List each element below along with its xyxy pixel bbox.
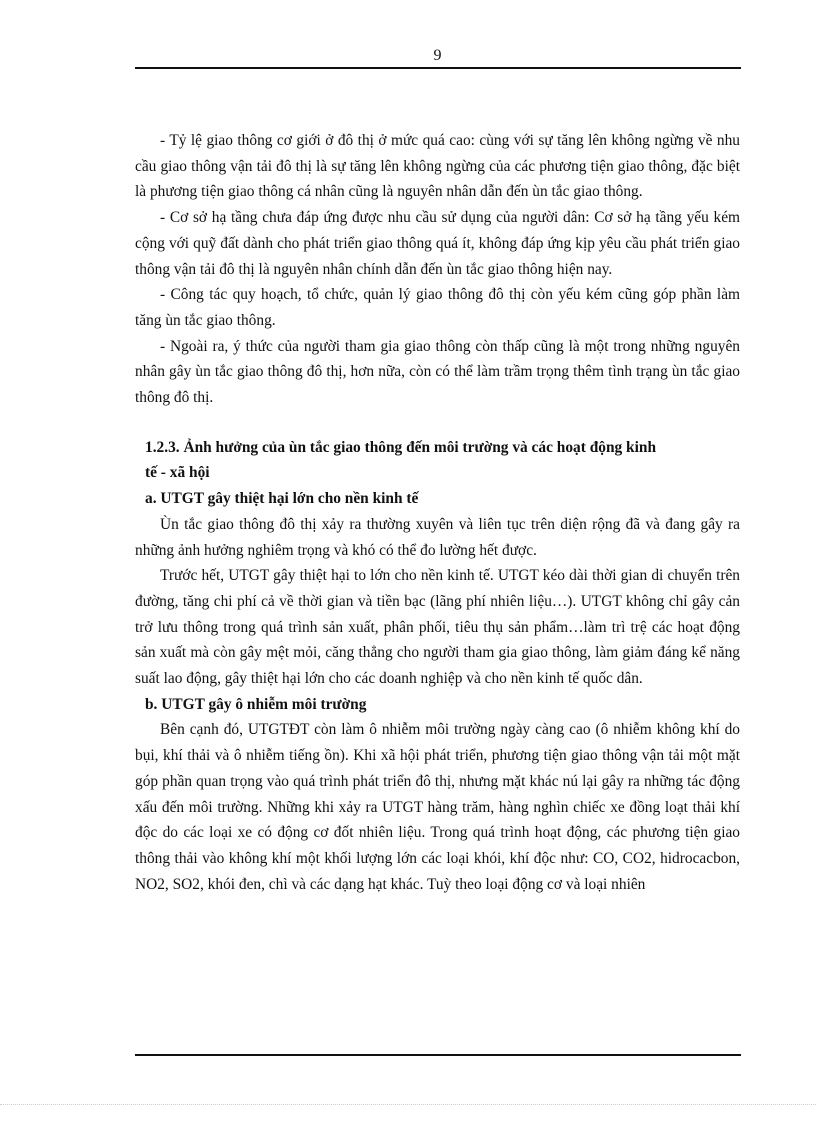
cause-point-1: - Tỷ lệ giao thông cơ giới ở đô thị ở mức quá cao: cùng với sự tăng lên không ngừng về nhu cầu giao thông vận tải đô thị là sự tăng lên không ngừng của các phương tiện giao thông, đặc biệt là phương tiện giao thông cá nhân cũng là nguyên nhân dẫn đến ùn tắc giao thông. [135,132,740,201]
cause-point-3: - Công tác quy hoạch, tổ chức, quản lý giao thông đô thị còn yếu kém cũng góp phần làm tăng ùn tắc giao thông. [135,286,740,329]
section-heading-line-2: tế - xã hội [145,464,210,482]
page-edge-divider [0,1104,816,1105]
subsection-a-heading: a. UTGT gây thiệt hại lớn cho nền kinh tế [145,490,419,508]
subsection-a-paragraph-2: Trước hết, UTGT gây thiệt hại to lớn cho nền kinh tế. UTGT kéo dài thời gian di chuyển trên đường, tăng chi phí cả về thời gian và tiền bạc (lãng phí nhiên liệu…). UTGT không chỉ gây cản trở lưu thông trong quá trình sản xuất, phân phối, tiêu thụ sản phẩm…làm trì trệ các hoạt động sản xuất mà còn gây mệt mỏi, căng thẳng cho người tham gia giao thông, làm giảm đáng kể năng suất lao động, gây thiệt hại lớn cho các doanh nghiệp và cho nền kinh tế quốc dân. [135,567,740,688]
subsection-a-paragraph-1: Ùn tắc giao thông đô thị xảy ra thường xuyên và liên tục trên diện rộng đã và đang gây ra những ảnh hưởng nghiêm trọng và khó có thể đo lường hết được. [135,515,740,559]
subsection-b-heading: b. UTGT gây ô nhiễm môi trường [145,695,367,713]
page-number: 9 [433,47,442,64]
page-body [135,128,740,897]
footer-rule [135,1054,741,1056]
cause-point-4: - Ngoài ra, ý thức của người tham gia giao thông còn thấp cũng là một trong những nguyên nhân gây ùn tắc giao thông đô thị, hơn nữa, còn có thể làm trầm trọng thêm tình trạng ùn tắc giao thông đô thị. [135,337,740,407]
subsection-b-paragraph-1: Bên cạnh đó, UTGTĐT còn làm ô nhiễm môi trường ngày càng cao (ô nhiễm không khí do bụi, khí thải và ô nhiễm tiếng ồn). Khi xã hội phát triển, phương tiện giao thông vận tải một mặt góp phần quan trọng vào quá trình phát triển đô thị, nhưng mặt khác nú lại gây ra những tác động xấu đến môi trường. Những khi xảy ra UTGT hàng trăm, hàng nghìn chiếc xe đồng loạt thải khí độc do các loại xe có động cơ đốt nhiên liệu. Trong quá trình hoạt động, các phương tiện giao thông thải vào không khí một khối lượng lớn các loại khói, khí độc như: CO, CO2, hidrocacbon, NO2, SO2, khói đen, chì và các dạng hạt khác. Tuỳ theo loại động cơ và loại nhiên [135,721,740,893]
cause-point-2: - Cơ sở hạ tầng chưa đáp ứng được nhu cầu sử dụng của người dân: Cơ sở hạ tầng yếu kém cộng với quỹ đất dành cho phát triển giao thông quá ít, không đáp ứng kịp yêu cầu phát triển giao thông vận tải đô thị là nguyên nhân chính dẫn đến ùn tắc giao thông hiện nay. [135,209,740,278]
section-heading-line-1: 1.2.3. Ảnh hưởng của ùn tắc giao thông đến môi trường và các hoạt động kinh [145,438,657,456]
header-rule [135,67,741,69]
